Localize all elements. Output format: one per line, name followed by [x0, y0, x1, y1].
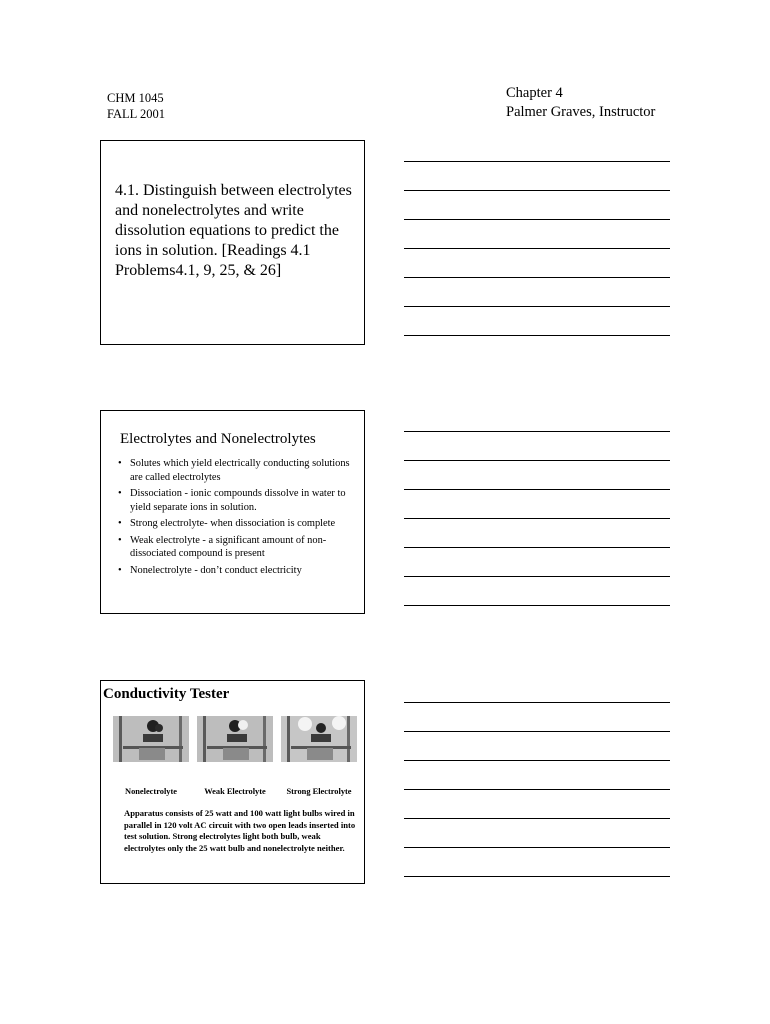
note-line	[404, 460, 670, 461]
slide-title: Electrolytes and Nonelectrolytes	[120, 431, 316, 447]
caption-strong-electrolyte: Strong Electrolyte	[286, 787, 352, 796]
note-line	[404, 161, 670, 162]
note-line	[404, 789, 670, 790]
note-line	[404, 576, 670, 577]
bullet-item: • Solutes which yield electrically conducting solutions are called electrolytes	[118, 457, 358, 484]
note-line	[404, 335, 670, 336]
course-code: CHM 1045	[107, 91, 164, 105]
note-line	[404, 847, 670, 848]
note-line	[404, 518, 670, 519]
note-line	[404, 431, 670, 432]
note-line	[404, 219, 670, 220]
note-line	[404, 760, 670, 761]
photo-weak-electrolyte	[197, 716, 273, 762]
slide-edge-mark	[100, 736, 101, 861]
bullet-item: • Dissociation - ionic compounds dissolve in water to yield separate ions in solution.	[118, 487, 358, 514]
chapter-title: Chapter 4	[506, 85, 563, 101]
course-term: FALL 2001	[107, 107, 165, 122]
note-line	[404, 547, 670, 548]
bullet-item: • Nonelectrolyte - don’t conduct electricity	[118, 564, 358, 578]
note-line	[404, 605, 670, 606]
slide-title: Conductivity Tester	[103, 686, 230, 702]
apparatus-description: Apparatus consists of 25 watt and 100 watt light bulbs wired in parallel in 120 volt AC circuit with two open leads inserted into test solution. Strong electrolytes light both bulb, weak electrolytes only the 25 watt bulb and nonelectrolyte neither.	[124, 808, 356, 853]
note-line	[404, 876, 670, 877]
caption-weak-electrolyte: Weak Electrolyte	[204, 787, 266, 796]
course-header	[107, 90, 165, 123]
note-line	[404, 731, 670, 732]
note-line	[404, 190, 670, 191]
slide-objective	[100, 140, 365, 345]
note-line	[404, 277, 670, 278]
photo-nonelectrolyte	[113, 716, 189, 762]
slide-conductivity-tester	[100, 680, 365, 884]
caption-nonelectrolyte: Nonelectrolyte	[125, 787, 177, 796]
chapter-header	[506, 84, 655, 122]
bullet-list	[118, 457, 358, 580]
note-line	[404, 306, 670, 307]
bullet-item: • Weak electrolyte - a significant amount of non-dissociated compound is present	[118, 534, 358, 561]
instructor-name: Palmer Graves, Instructor	[506, 103, 656, 120]
objective-text: 4.1. Distinguish between electrolytes and nonelectrolytes and write dissolution equations to predict the ions in solution. [Readings 4.1 Problems4.1, 9, 25, & 26]	[115, 182, 352, 279]
photo-strong-electrolyte	[281, 716, 357, 762]
note-line	[404, 818, 670, 819]
note-line	[404, 489, 670, 490]
bullet-item: • Strong electrolyte- when dissociation is complete	[118, 517, 358, 531]
note-line	[404, 248, 670, 249]
slide-electrolytes	[100, 410, 365, 614]
note-line	[404, 702, 670, 703]
